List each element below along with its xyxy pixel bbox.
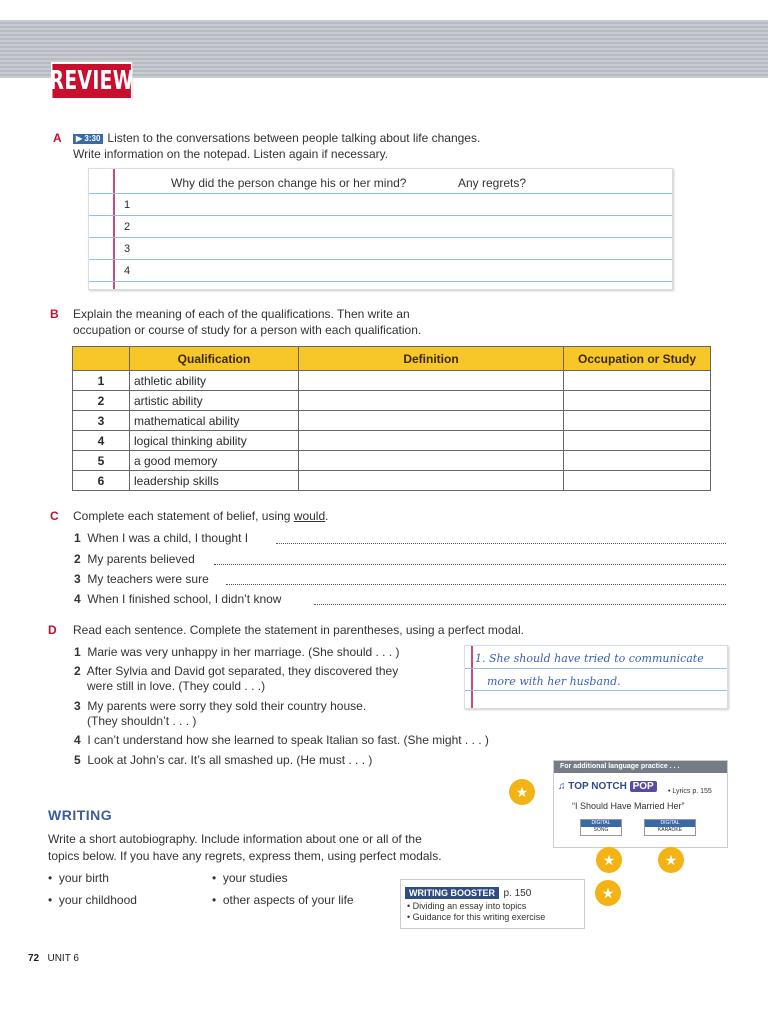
notepad-row-number: 3 — [124, 243, 131, 255]
star-icon: ★ — [509, 779, 535, 805]
sample-answer-line-2: more with her husband. — [487, 675, 621, 688]
booster-bullet: • Dividing an essay into topics — [407, 901, 527, 911]
notepad-rule — [89, 259, 672, 260]
modal-item: 3 My parents were sorry they sold their country house. — [74, 699, 367, 713]
section-c-letter: C — [50, 509, 59, 523]
occupation-cell[interactable] — [564, 391, 711, 411]
song-title: “I Should Have Married Her” — [572, 801, 685, 811]
table-header-occupation: Occupation or Study — [564, 347, 711, 371]
sample-answer-line-1: 1. She should have tried to communicate — [475, 652, 704, 665]
notepad-row-number: 2 — [124, 221, 131, 233]
occupation-cell[interactable] — [564, 451, 711, 471]
table-header-row — [73, 347, 711, 371]
writing-instruction: Write a short autobiography. Include information about one or all of the — [48, 832, 422, 846]
row-number: 1 — [73, 371, 130, 391]
digital-karaoke-button[interactable]: DIGITAL KARAOKE — [644, 819, 696, 836]
qualification-cell: artistic ability — [130, 391, 299, 411]
modal-item-cont: were still in love. (They could . . .) — [87, 679, 266, 693]
music-note-icon: ♫ — [558, 781, 566, 792]
page-number: 72 — [28, 953, 40, 964]
modal-item: 5 Look at John’s car. It’s all smashed up. (He must . . . ) — [74, 753, 373, 767]
writing-booster-header — [405, 883, 531, 901]
writing-title: WRITING — [48, 807, 113, 823]
definition-cell[interactable] — [299, 431, 564, 451]
star-icon: ★ — [595, 880, 621, 906]
notepad-rule — [89, 215, 672, 216]
table-header-qualification: Qualification — [130, 347, 299, 371]
answer-line[interactable] — [226, 584, 726, 585]
row-number: 3 — [73, 411, 130, 431]
modal-item: 4 I can’t understand how she learned to speak Italian so fast. (She might . . . ) — [74, 733, 489, 747]
notepad-header-why: Why did the person change his or her mind? — [171, 176, 407, 190]
modal-item: 1 Marie was very unhappy in her marriage. (She should . . . ) — [74, 645, 400, 659]
sample-answer-notepad — [464, 645, 728, 709]
table-row — [73, 391, 711, 411]
table-header-number — [73, 347, 130, 371]
topic-item: • other aspects of your life — [212, 893, 354, 907]
row-number: 5 — [73, 451, 130, 471]
section-c-instruction: Complete each statement of belief, using would. — [73, 509, 329, 523]
belief-item: 2 My parents believed — [74, 552, 195, 566]
section-a-instruction-2: Write information on the notepad. Listen again if necessary. — [73, 147, 389, 161]
qualification-cell: a good memory — [130, 451, 299, 471]
modal-item: 2 After Sylvia and David got separated, they discovered they — [74, 664, 399, 678]
section-a-instruction: ▶ 3:30 Listen to the conversations between people talking about life changes. — [73, 130, 480, 146]
belief-item: 3 My teachers were sure — [74, 572, 209, 586]
notepad-rule — [465, 690, 727, 691]
qualification-cell: athletic ability — [130, 371, 299, 391]
notepad-margin-line — [471, 646, 473, 708]
modal-item-cont: (They shouldn’t . . . ) — [87, 714, 197, 728]
star-icon: ★ — [658, 847, 684, 873]
definition-cell[interactable] — [299, 451, 564, 471]
audio-track-button[interactable]: ▶ 3:30 — [73, 134, 103, 144]
notepad-rule — [89, 237, 672, 238]
row-number: 6 — [73, 471, 130, 491]
section-a-letter: A — [53, 131, 62, 145]
table-header-definition: Definition — [299, 347, 564, 371]
review-badge: REVIEW — [51, 62, 132, 100]
answer-line[interactable] — [276, 543, 726, 544]
topic-item: • your birth — [48, 871, 109, 885]
notepad-rule — [89, 281, 672, 282]
occupation-cell[interactable] — [564, 411, 711, 431]
practice-box-title: For additional language practice . . . — [554, 761, 727, 773]
definition-cell[interactable] — [299, 371, 564, 391]
row-number: 2 — [73, 391, 130, 411]
topic-item: • your studies — [212, 871, 288, 885]
qualification-cell: logical thinking ability — [130, 431, 299, 451]
qualification-cell: leadership skills — [130, 471, 299, 491]
notepad — [88, 168, 673, 290]
writing-instruction-2: topics below. If you have any regrets, express them, using perfect modals. — [48, 849, 442, 863]
section-b-instruction-2: occupation or course of study for a person with each qualification. — [73, 323, 422, 337]
occupation-cell[interactable] — [564, 471, 711, 491]
answer-line[interactable] — [314, 604, 726, 605]
table-row — [73, 371, 711, 391]
section-d-letter: D — [48, 623, 57, 637]
table-row — [73, 431, 711, 451]
table-row — [73, 451, 711, 471]
definition-cell[interactable] — [299, 471, 564, 491]
notepad-margin-line — [113, 169, 115, 289]
booster-page-ref: p. 150 — [503, 888, 532, 899]
answer-line[interactable] — [214, 564, 726, 565]
digital-song-button[interactable]: DIGITAL SONG — [580, 819, 622, 836]
table-row — [73, 411, 711, 431]
definition-cell[interactable] — [299, 391, 564, 411]
notepad-row-number: 1 — [124, 199, 131, 211]
belief-item: 4 When I finished school, I didn’t know — [74, 592, 282, 606]
occupation-cell[interactable] — [564, 431, 711, 451]
notepad-header-regrets: Any regrets? — [458, 176, 527, 190]
lyrics-reference: • Lyrics p. 155 — [668, 788, 712, 795]
section-b-instruction: Explain the meaning of each of the qualifications. Then write an — [73, 307, 410, 321]
definition-cell[interactable] — [299, 411, 564, 431]
notepad-rule — [465, 668, 727, 669]
booster-bullet: • Guidance for this writing exercise — [407, 912, 546, 922]
occupation-cell[interactable] — [564, 371, 711, 391]
topic-item: • your childhood — [48, 893, 137, 907]
table-row — [73, 471, 711, 491]
section-d-instruction: Read each sentence. Complete the statement in parentheses, using a perfect modal. — [73, 623, 524, 637]
section-b-letter: B — [50, 307, 59, 321]
writing-booster-box — [400, 879, 585, 929]
notepad-row-number: 4 — [124, 265, 131, 277]
page-footer — [28, 953, 79, 964]
row-number: 4 — [73, 431, 130, 451]
belief-item: 1 When I was a child, I thought I — [74, 531, 249, 545]
qualification-table — [72, 346, 711, 491]
top-notch-pop-logo: ♫ TOP NOTCH POP — [558, 781, 657, 792]
notepad-rule — [89, 193, 672, 194]
unit-label: UNIT 6 — [47, 953, 79, 964]
qualification-cell: mathematical ability — [130, 411, 299, 431]
writing-booster-tag: WRITING BOOSTER — [405, 887, 499, 899]
additional-practice-box — [553, 760, 728, 848]
star-icon: ★ — [596, 847, 622, 873]
